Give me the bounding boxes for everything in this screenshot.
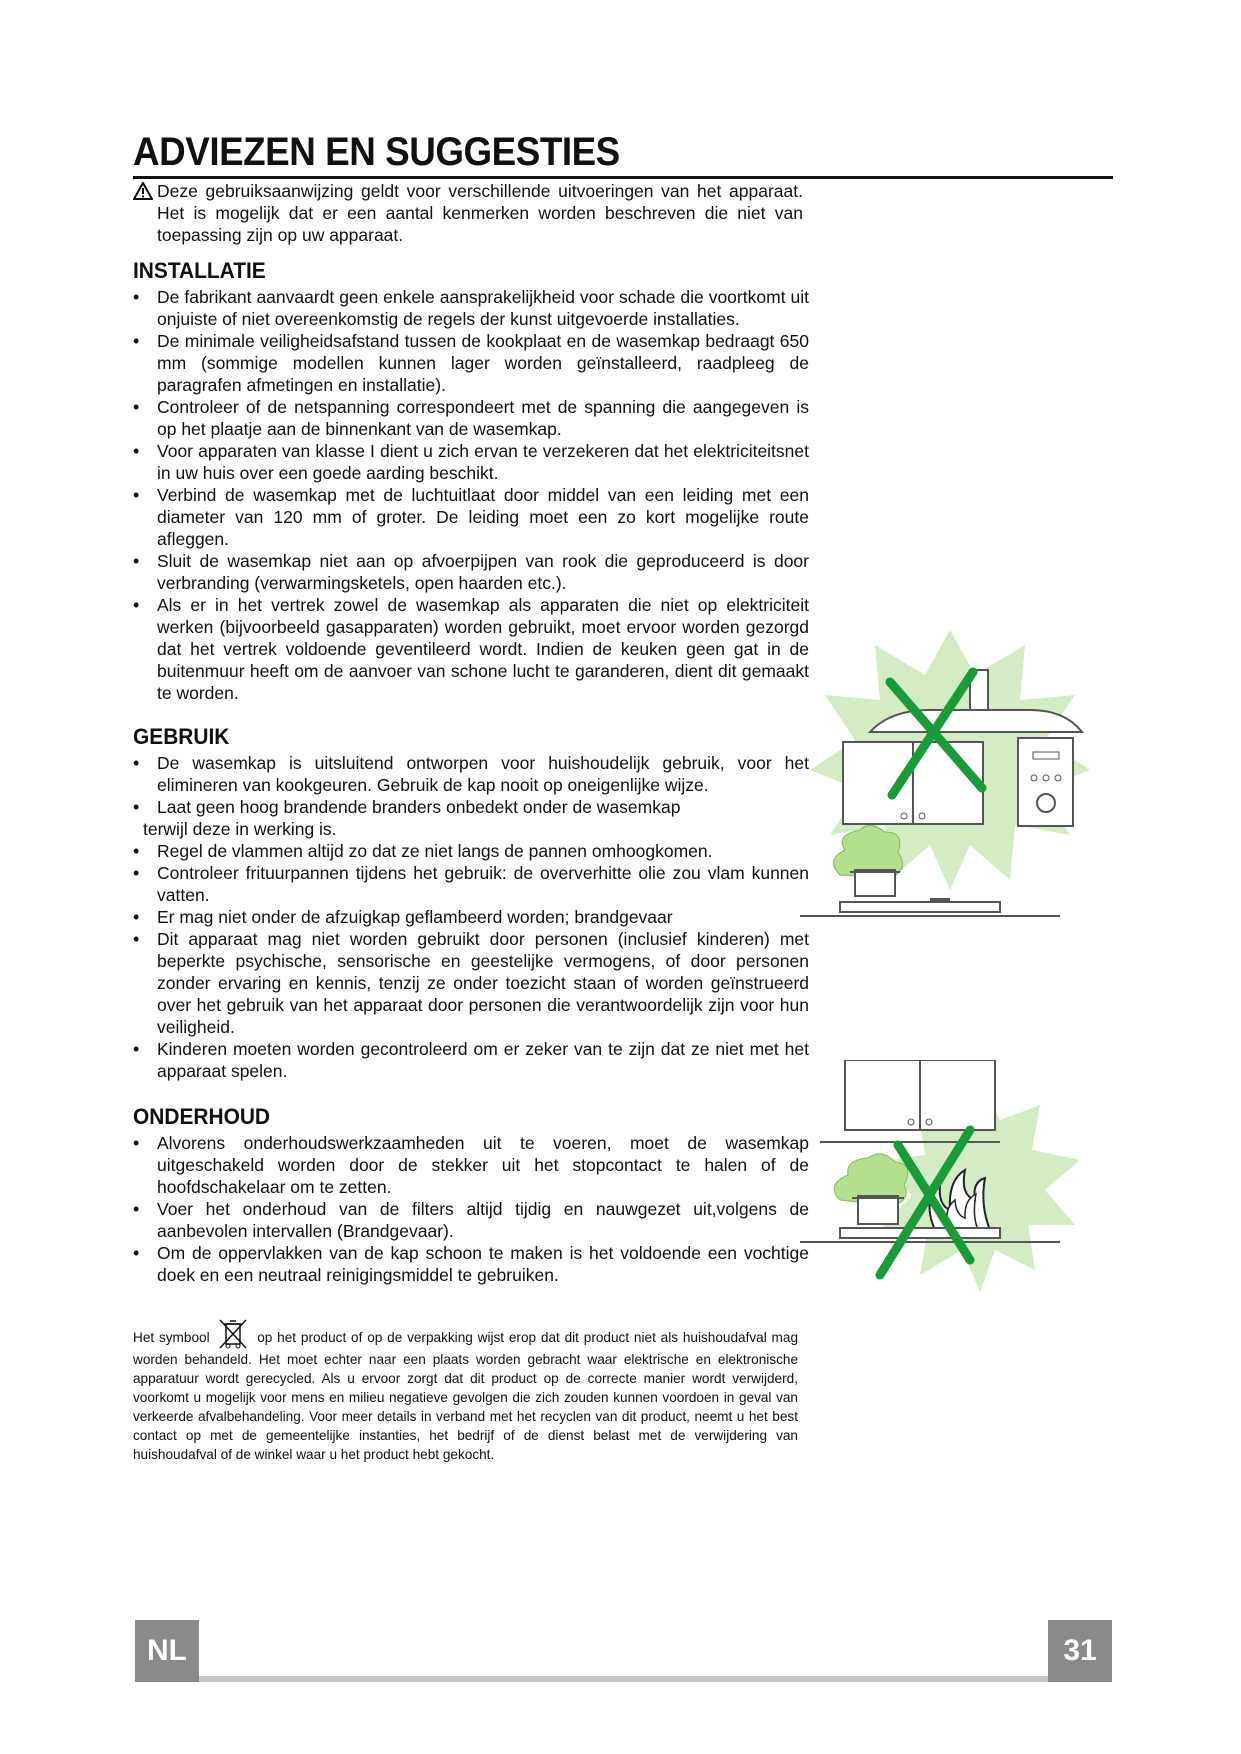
- intro-text: Deze gebruiksaanwijzing geldt voor verschillende uitvoeringen van het apparaat. Het is mogelijk dat er een aantal kenmerken worden beschreven die niet van toepassing zijn op uw apparaat.: [157, 181, 803, 245]
- list-item: • Controleer of de netspanning correspondeert met de spanning die aangegeven is op het plaatje aan de binnenkant van de wasemkap.: [133, 396, 809, 440]
- section-installatie: [133, 258, 809, 704]
- list-item: • Kinderen moeten worden gecontroleerd om er zeker van te zijn dat ze niet met het apparaat spelen.: [133, 1038, 809, 1082]
- section-heading: INSTALLATIE: [133, 258, 266, 283]
- weee-text: op het product of op de verpakking wijst erop dat dit product niet als huishoudafval mag worden behandeld. Het moet echter naar een plaats worden gebracht waar elektrische en elektronische apparatuur wordt gerecycled. Als u ervoor zorgt dat dit product op de correcte manier wordt verwijderd, voorkomt u mogelijk voor mens en milieu negatieve gevolgen die zich zouden kunnen voordoen in geval van verkeerde afvalbehandeling. Voor meer details in verband met het recyclen van dit product, neemt u het best contact op met de gemeentelijke instanties, het bedrijf of de dienst belast met de verwijdering van huishoudafval of de winkel waar u het product hebt gekocht.: [133, 1330, 799, 1462]
- list-item: • Dit apparaat mag niet worden gebruikt door personen (inclusief kinderen) met beperkte psychische, sensorische en geestelijke vermogens, of door personen zonder ervaring en kennis, tenzij ze onder toezicht staan of worden geïnstrueerd over het gebruik van het apparaat door personen die verantwoordelijk zijn voor hun veiligheid.: [133, 928, 809, 1038]
- list-item: • Er mag niet onder de afzuigkap geflambeerd worden; brandgevaar: [133, 906, 809, 928]
- installatie-list: [133, 286, 809, 704]
- crossed-bin-icon: [214, 1316, 252, 1350]
- list-item: • Verbind de wasemkap met de luchtuitlaat door middel van een leiding met een diameter van 120 mm of groter. De leiding moet een zo kort mogelijke route afleggen.: [133, 484, 809, 550]
- list-item: • Om de oppervlakken van de kap schoon te maken is het voldoende een vochtige doek en een neutraal reinigingsmiddel te gebruiken.: [133, 1242, 809, 1286]
- list-item: • Laat geen hoog brandende branders onbedekt onder de wasemkap: [133, 796, 809, 818]
- hood-warning-illustration: [800, 620, 1100, 920]
- gebruik-list: [133, 752, 809, 1082]
- weee-prefix: Het symbool: [133, 1330, 210, 1345]
- list-item: • Voer het onderhoud van de filters altijd tijdig en nauwgezet uit,volgens de aanbevolen intervallen (Brandgevaar).: [133, 1198, 809, 1242]
- section-heading: ONDERHOUD: [133, 1104, 271, 1129]
- footer-bar: [135, 1676, 1109, 1682]
- warning-triangle-icon: [133, 182, 153, 200]
- list-item: • Sluit de wasemkap niet aan op afvoerpijpen van rook die geproduceerd is door verbranding (verwarmingsketels, open haarden etc.).: [133, 550, 809, 594]
- title-rule: [133, 176, 1113, 179]
- page-number: 31: [1048, 1620, 1112, 1682]
- flambe-warning-illustration: [800, 1060, 1100, 1300]
- list-item: • Als er in het vertrek zowel de wasemkap als apparaten die niet op elektriciteit werken (bijvoorbeeld gasapparaten) worden gebruikt, moet ervoor worden gezorgd dat het vertrek voldoende geventileerd wordt. Indien de keuken geen gat in de buitenmuur heeft om de aanvoer van schone lucht te garanderen, dient dit gemaakt te worden.: [133, 594, 809, 704]
- list-item: • De wasemkap is uitsluitend ontworpen voor huishoudelijk gebruik, voor het elimineren van kookgeuren. Gebruik de kap nooit op oneigenlijke wijze.: [133, 752, 809, 796]
- page-title: ADVIEZEN EN SUGGESTIES: [133, 130, 620, 174]
- intro-note: [133, 180, 803, 246]
- list-item: • Controleer frituurpannen tijdens het gebruik: de oververhitte olie zou vlam kunnen vatten.: [133, 862, 809, 906]
- section-gebruik: [133, 724, 809, 1082]
- language-badge: NL: [135, 1620, 199, 1682]
- section-onderhoud: [133, 1104, 809, 1286]
- list-item: • Alvorens onderhoudswerkzaamheden uit te voeren, moet de wasemkap uitgeschakeld worden door de stekker uit het stopcontact te halen of de hoofdschakelaar om te zetten.: [133, 1132, 809, 1198]
- list-item: • Regel de vlammen altijd zo dat ze niet langs de pannen omhoogkomen.: [133, 840, 809, 862]
- onderhoud-list: [133, 1132, 809, 1286]
- list-item-continuation: terwijl deze in werking is.: [143, 819, 337, 839]
- list-item: • Voor apparaten van klasse I dient u zich ervan te verzekeren dat het elektriciteitsnet in uw huis over een goede aarding beschikt.: [133, 440, 809, 484]
- section-heading: GEBRUIK: [133, 724, 230, 749]
- weee-note: [133, 1316, 798, 1464]
- list-item: • De minimale veiligheidsafstand tussen de kookplaat en de wasemkap bedraagt 650 mm (sommige modellen kunnen lager worden geïnstalleerd, raadpleeg de paragrafen afmetingen en installatie).: [133, 330, 809, 396]
- list-item: • De fabrikant aanvaardt geen enkele aansprakelijkheid voor schade die voortkomt uit onjuiste of niet overeenkomstig de regels der kunst uitgevoerde installaties.: [133, 286, 809, 330]
